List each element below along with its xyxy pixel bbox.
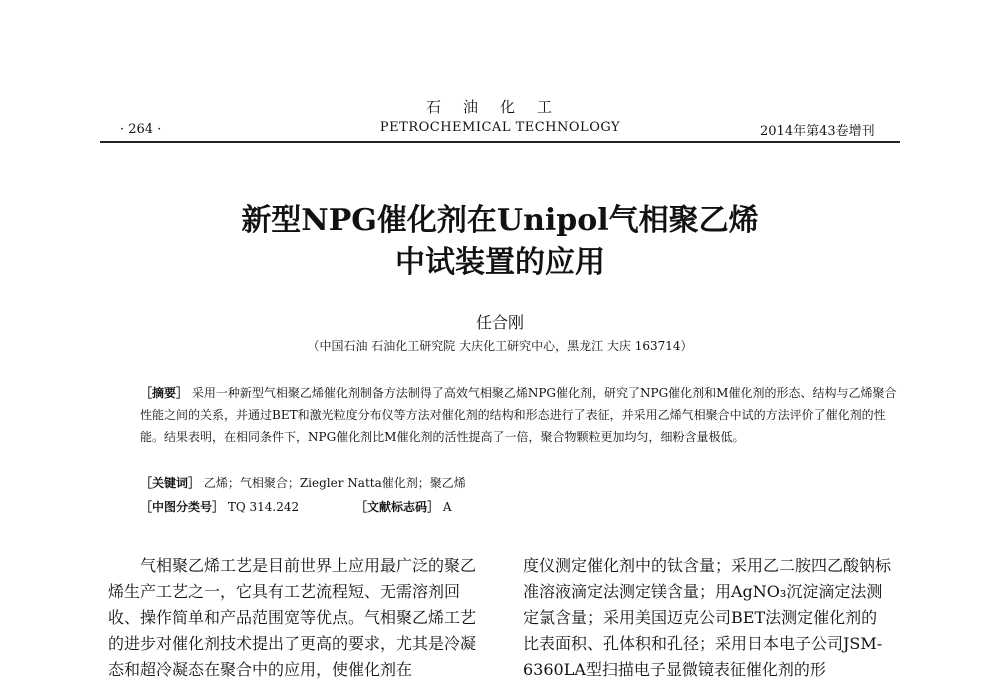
abstract-text: 采用一种新型气相聚乙烯催化剂制备方法制得了高效气相聚乙烯NPG催化剂，研究了NPG催化剂和M催化剂的形态、结构与乙烯聚合性能之间的关系，并通过BET和激光粒度分布仪等方法对催化剂的结构和形态进行了表征，并采用乙烯气相聚合中试的方法评价了催化剂的性能。结果表明，在相同条件下，NPG催化剂比M催化剂的活性提高了一倍，聚合物颗粒更加均匀，细粉含量极低。	[140, 386, 897, 444]
classification	[140, 498, 299, 516]
body-column-left	[108, 553, 478, 683]
keywords-label: ［关键词］	[140, 476, 201, 490]
affiliation: （中国石油 石油化工研究院 大庆化工研究中心，黑龙江 大庆 163714）	[307, 339, 693, 353]
keywords	[140, 474, 900, 492]
journal-title-cn: 石油化工	[425, 98, 574, 116]
article-title	[150, 200, 850, 284]
journal-title-en: PETROCHEMICAL TECHNOLOGY	[379, 120, 621, 135]
document-code-label: ［文献标志码］	[355, 500, 440, 514]
document-code	[355, 498, 452, 515]
abstract-label: ［摘要］	[140, 386, 189, 400]
classification-value: TQ 314.242	[227, 500, 300, 514]
issue-info: 2014年第43卷增刊	[760, 124, 875, 139]
header-rule	[100, 141, 900, 143]
body-column-right	[523, 553, 893, 683]
title-line-2: 中试装置的应用	[395, 245, 605, 280]
author-name: 任合刚	[475, 313, 524, 332]
body-paragraph: 气相聚乙烯工艺是目前世界上应用最广泛的聚乙烯生产工艺之一，它具有工艺流程短、无需溶剂回收、操作简单和产品范围宽等优点。气相聚乙烯工艺的进步对催化剂技术提出了更高的要求，尤其是冷凝态和超冷凝态在聚合中的应用，使催化剂在	[108, 556, 477, 679]
body-paragraph: 度仪测定催化剂中的钛含量；采用乙二胺四乙酸钠标准溶液滴定法测定镁含量；用AgNO₃沉淀滴定法测定氯含量；采用美国迈克公司BET法测定催化剂的比表面积、孔体积和孔径；采用日本电子公司JSM-6360LA型扫描电子显微镜表征催化剂的形	[523, 556, 892, 679]
classification-label: ［中图分类号］	[140, 500, 225, 514]
title-line-1: 新型NPG催化剂在Unipol气相聚乙烯	[241, 203, 759, 238]
document-code-value: A	[442, 500, 452, 514]
keywords-text: 乙烯；气相聚合；Ziegler Natta催化剂；聚乙烯	[203, 476, 466, 490]
page-number: · 264 ·	[120, 122, 162, 137]
abstract	[140, 382, 900, 448]
